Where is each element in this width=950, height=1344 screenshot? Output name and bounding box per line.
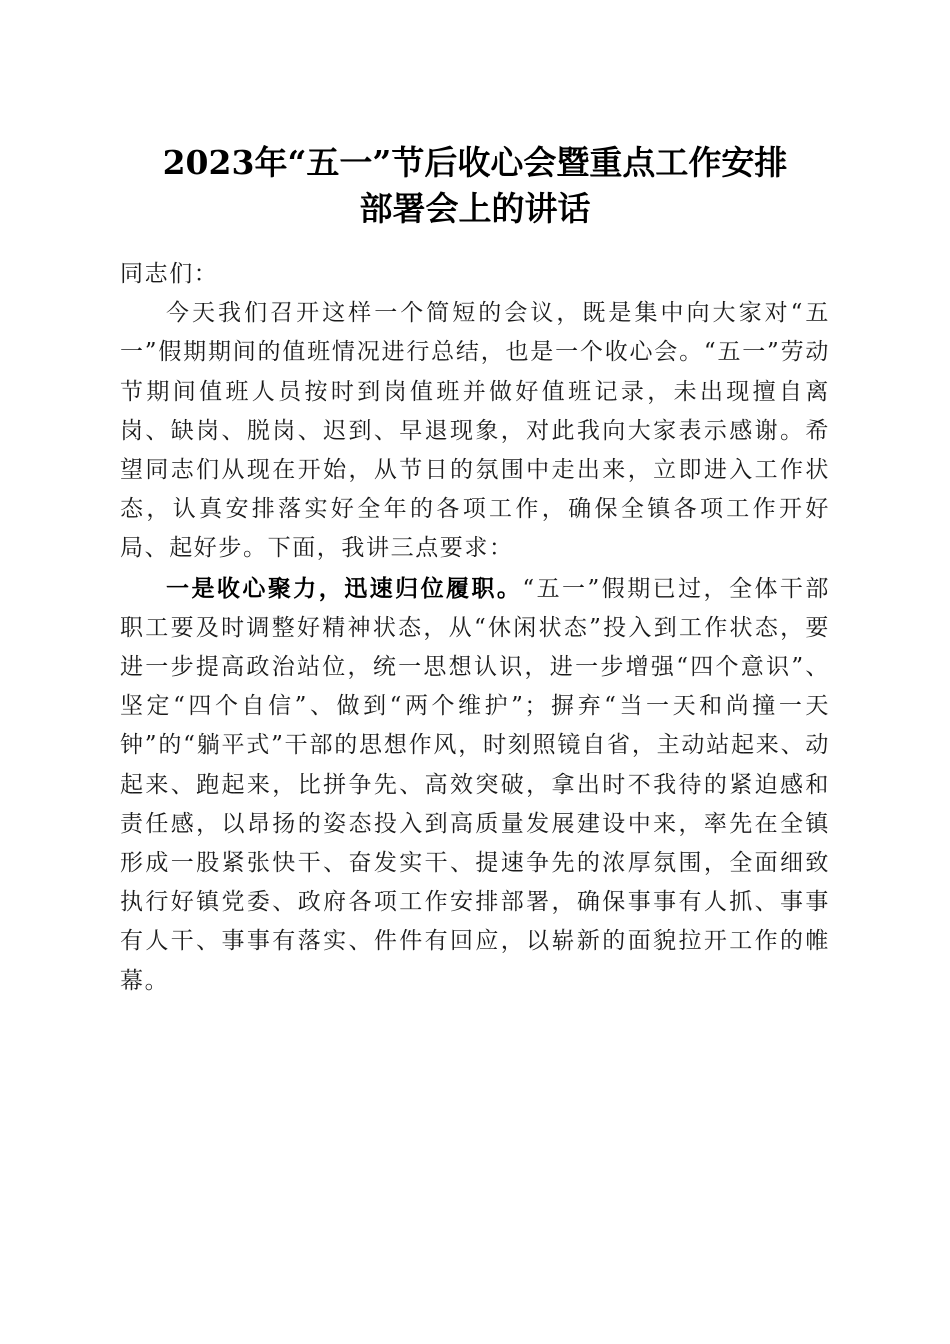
paragraph-point-one xyxy=(120,569,830,1001)
title-line-1: 2023年“五一”节后收心会暨重点工作安排 xyxy=(162,143,788,182)
title-line-2: 部署会上的讲话 xyxy=(359,189,591,228)
salutation: 同志们： xyxy=(120,261,219,287)
paragraph-intro-text: 今天我们召开这样一个简短的会议，既是集中向大家对“五一”假期期间的值班情况进行总结，也是一个收心会。“五一”劳动节期间值班人员按时到岗值班并做好值班记录，未出现擅自离岗、缺岗、脱岗、迟到、早退现象，对此我向大家表示感谢。希望同志们从现在开始，从节日的氛围中走出来，立即进入工作状态，认真安排落实好全年的各项工作，确保全镇各项工作开好局、起好步。下面，我讲三点要求： xyxy=(120,300,830,562)
paragraph-point-one-text: “五一”假期已过，全体干部职工要及时调整好精神状态，从“休闲状态”投入到工作状态，要进一步提高政治站位，统一思想认识，进一步增强“四个意识”、坚定“四个自信”、做到“两个维护”；摒弃“当一天和尚撞一天钟”的“躺平式”干部的思想作风，时刻照镜自省，主动站起来、动起来、跑起来，比拼争先、高效突破，拿出时不我待的紧迫感和责任感，以昂扬的姿态投入到高质量发展建设中来，率先在全镇形成一股紧张快干、奋发实干、提速争先的浓厚氛围，全面细致执行好镇党委、政府各项工作安排部署，确保事事有人抓、事事有人干、事事有落实、件件有回应，以崭新的面貌拉开工作的帷幕。 xyxy=(120,575,830,994)
document-body xyxy=(120,255,830,1001)
paragraph-intro xyxy=(120,294,830,568)
paragraph-point-one-lead: 一是收心聚力，迅速归位履职。 xyxy=(166,574,523,602)
document-title xyxy=(118,140,832,232)
